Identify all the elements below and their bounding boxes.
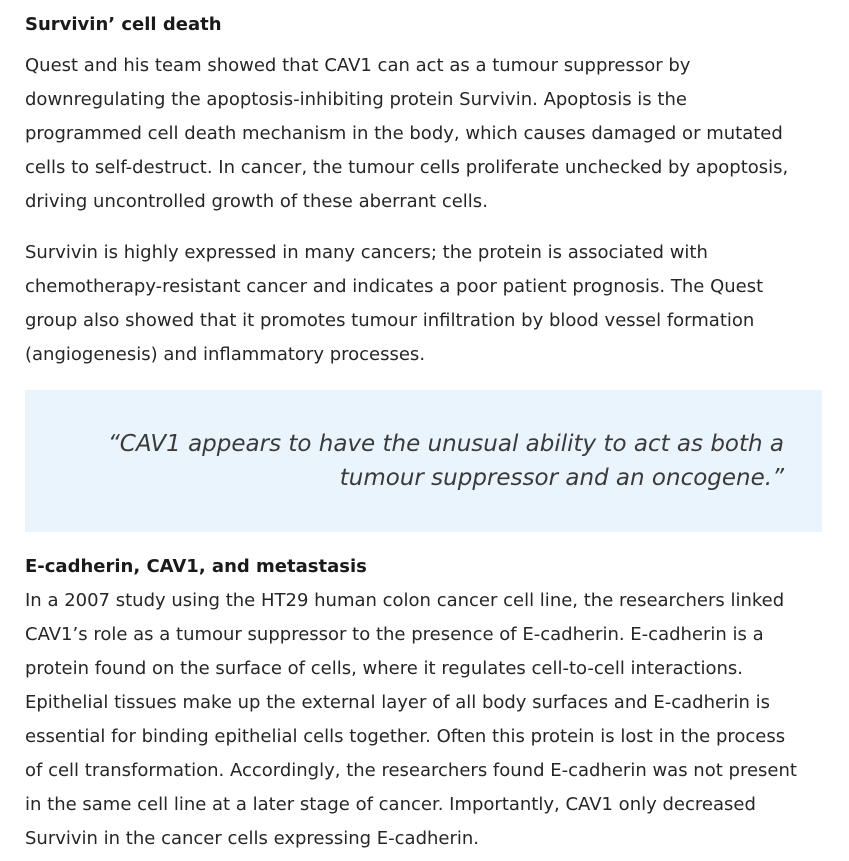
section-heading-survivin: Survivin’ cell death <box>25 14 222 35</box>
paragraph-line: In a 2007 study using the HT29 human colon cancer cell line, the researchers linked <box>25 590 785 611</box>
paragraph-line: CAV1’s role as a tumour suppressor to the presence of E-cadherin. E-cadherin is a <box>25 624 764 645</box>
paragraph-line: chemotherapy-resistant cancer and indicates a poor patient prognosis. The Quest <box>25 276 764 297</box>
pull-quote-text <box>108 427 784 495</box>
paragraph-line: cells to self-destruct. In cancer, the tumour cells proliferate unchecked by apoptosis, <box>25 157 789 178</box>
pull-quote-line: “CAV1 appears to have the unusual ability to act as both a <box>107 431 784 457</box>
paragraph-line: protein found on the surface of cells, where it regulates cell-to-cell interactions. <box>25 658 744 679</box>
section-heading-ecadherin: E-cadherin, CAV1, and metastasis <box>25 556 367 577</box>
paragraph-line: (angiogenesis) and inflammatory processes. <box>25 344 426 365</box>
pull-quote <box>25 390 822 532</box>
paragraph-line: driving uncontrolled growth of these aberrant cells. <box>25 191 488 212</box>
paragraph-line: Survivin in the cancer cells expressing E-cadherin. <box>25 828 480 849</box>
paragraph-line: Quest and his team showed that CAV1 can act as a tumour suppressor by <box>25 55 691 76</box>
paragraph-apoptosis <box>25 49 825 219</box>
paragraph-line: group also showed that it promotes tumour infiltration by blood vessel formation <box>25 310 755 331</box>
paragraph-line: programmed cell death mechanism in the body, which causes damaged or mutated <box>25 123 783 144</box>
paragraph-line: in the same cell line at a later stage of cancer. Importantly, CAV1 only decreased <box>25 794 756 815</box>
paragraph-line: of cell transformation. Accordingly, the researchers found E-cadherin was not present <box>25 760 797 781</box>
paragraph-ecadherin-study <box>25 584 825 856</box>
paragraph-survivin-expression <box>25 236 825 372</box>
paragraph-line: essential for binding epithelial cells together. Often this protein is lost in the process <box>25 726 786 747</box>
paragraph-line: Survivin is highly expressed in many cancers; the protein is associated with <box>25 242 708 263</box>
paragraph-line: downregulating the apoptosis-inhibiting protein Survivin. Apoptosis is the <box>25 89 687 110</box>
pull-quote-line: tumour suppressor and an oncogene.” <box>339 465 784 491</box>
paragraph-line: Epithelial tissues make up the external layer of all body surfaces and E-cadherin is <box>25 692 771 713</box>
